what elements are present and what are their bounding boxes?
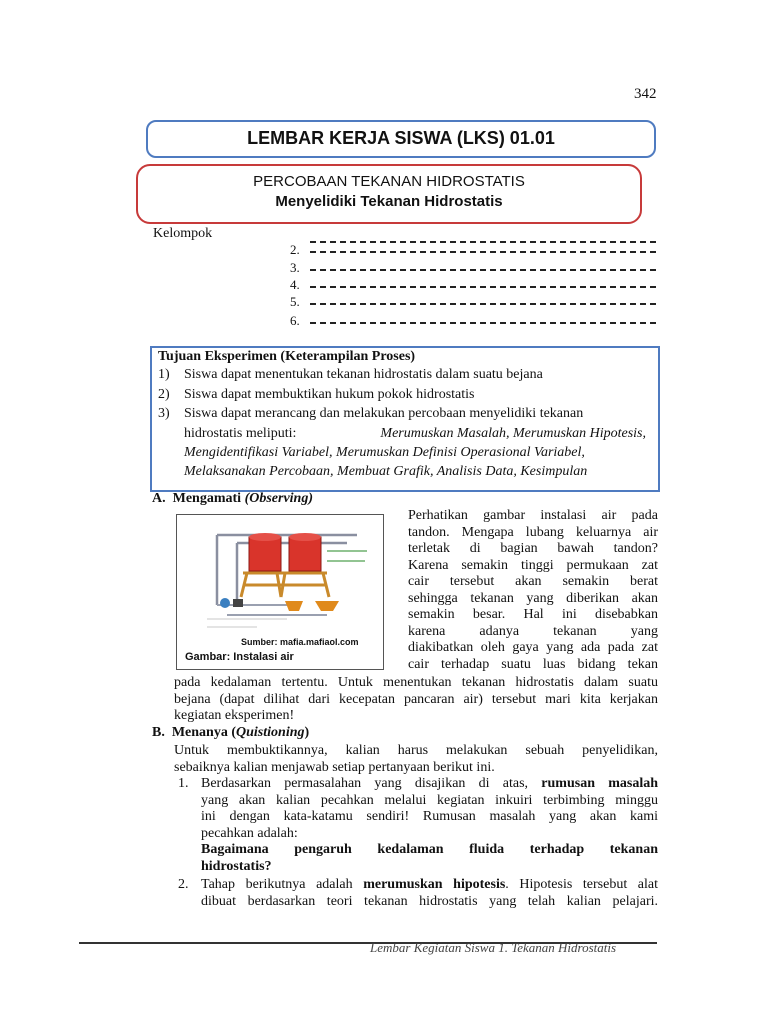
kelompok-label: Kelompok (153, 226, 213, 241)
question-1-number: 1. (178, 776, 189, 791)
objective-item-3-cont: hidrostatis meliputi: Merumuskan Masalah, Merumuskan Hipotesis, (184, 426, 646, 441)
footer-text: Lembar Kegiatan Siswa 1. Tekanan Hidrostatis (370, 940, 617, 955)
member-line-5[interactable]: 5. (290, 294, 660, 310)
section-b-intro: Untuk membuktikannya, kalian harus melakukan sebuah penyelidikan, sebaiknya kalian menjawab setiap pertanyaan berikut ini. (174, 743, 658, 775)
objective-item-1: 1) Siswa dapat menentukan tekanan hidrostatis dalam suatu bejana (158, 367, 543, 382)
member-line-4[interactable]: 4. (290, 277, 660, 293)
page-number: 342 (634, 86, 657, 102)
figure-source: Sumber: mafia.mafiaol.com (241, 637, 359, 647)
objective-item-2: 2) Siswa dapat membuktikan hukum pokok hidrostatis (158, 387, 475, 402)
document-title: LEMBAR KERJA SISWA (LKS) 01.01 (247, 128, 555, 148)
water-installation-figure (176, 514, 384, 670)
objective-item-3: 3) Siswa dapat merancang dan melakukan percobaan menyelidiki tekanan (158, 406, 584, 421)
member-line-3[interactable]: 3. (290, 260, 660, 276)
question-2-text: Tahap berikutnya adalah merumuskan hipotesis. Hipotesis tersebut alat dibuat berdasarkan teori tekanan hidrostatis yang telah kalian pelajari. (201, 877, 659, 909)
experiment-subtitle: Menyelidiki Tekanan Hidrostatis (275, 193, 503, 210)
question-1-text: Berdasarkan permasalahan yang disajikan di atas, rumusan masalah yang akan kalian pecahkan melalui kegiatan inkuiri terbimbing minggu ini dengan kata-katamu sendiri! Rumusan masalah yang akan kami pecahkan adalah: Bagaimana pengaruh kedalaman fluida terhadap tekanan hidrostatis? (201, 776, 659, 874)
section-a-heading: A. Mengamati (Observing) (152, 491, 313, 506)
experiment-title: PERCOBAAN TEKANAN HIDROSTATIS (253, 173, 525, 190)
section-a-right-text: Perhatikan gambar instalasi air pada tandon. Mengapa lubang keluarnya air terletak di bagian bawah tandon? Karena semakin tinggi permukaan zat cair tersebut akan semakin berat sehingga tekanan yang diberikan akan semakin besar. Hal ini disebabkan karena adanya tekanan yang diakibatkan oleh gaya yang ada pada zat cair terhadap suatu luas bidang tekan (408, 508, 658, 672)
objective-item-3-cont3: Melaksanakan Percobaan, Membuat Grafik, Analisis Data, Kesimpulan (184, 464, 588, 479)
member-line-6[interactable]: 6. (290, 313, 660, 329)
objective-item-3-cont2: Mengidentifikasi Variabel, Merumuskan Definisi Operasional Variabel, (184, 445, 585, 460)
objectives-title: Tujuan Eksperimen (Keterampilan Proses) (158, 349, 416, 364)
member-line-2[interactable]: 2. (290, 242, 660, 258)
figure-caption: Gambar: Instalasi air (185, 651, 294, 663)
section-a-full-text: pada kedalaman tertentu. Untuk menentukan tekanan hidrostatis dalam suatu bejana (dapat dilihat dari kecepatan pancaran air) tersebut mari kita kerjakan kegiatan eksperimen! (174, 675, 658, 723)
question-2-number: 2. (178, 877, 189, 892)
section-b-heading: B. Menanya (Quistioning) (152, 725, 310, 740)
